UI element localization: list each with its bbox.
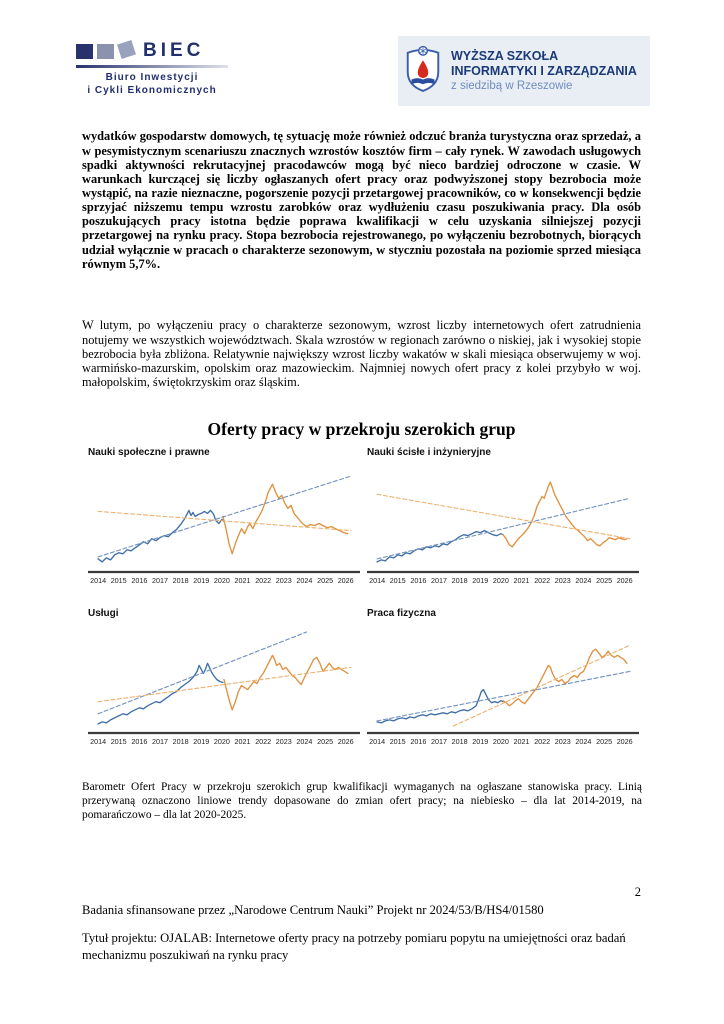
svg-text:2021: 2021 — [234, 737, 251, 746]
svg-text:2022: 2022 — [255, 737, 272, 746]
biec-gradient-bar — [76, 65, 228, 68]
charts-grid — [85, 447, 643, 757]
svg-text:2016: 2016 — [131, 737, 148, 746]
svg-text:2016: 2016 — [131, 576, 148, 585]
biec-logo-text: BIEC — [143, 40, 205, 61]
chart-title: Praca fizyczna — [367, 608, 436, 619]
svg-text:2025: 2025 — [317, 737, 334, 746]
svg-text:2023: 2023 — [275, 576, 292, 585]
svg-text:2023: 2023 — [275, 737, 292, 746]
svg-text:2020: 2020 — [213, 576, 230, 585]
paragraph-regular: W lutym, po wyłączeniu pracy o charakterze sezonowym, wzrost liczby internetowych ofert zatrudnienia notujemy we wszystkich województwach. Skala wzrostów w regionach zarówno o niskiej, jak i wysokiej stopie bezrobocia była zbliżona. Relatywnie największy wzrost liczby wakatów w skali miesiąca obserwujemy w woj. warmińsko-mazurskim, opolskim oraz mazowieckim. Najmniej nowych ofert pracy z kolei przybyło w woj. małopolskim, świętokrzyskim oraz śląskim. — [82, 318, 641, 390]
svg-text:2025: 2025 — [317, 576, 334, 585]
chart-cell-nauki-spoleczne — [85, 447, 364, 596]
biec-logo — [76, 40, 228, 97]
page-number: 2 — [634, 885, 641, 899]
svg-text:2018: 2018 — [451, 737, 468, 746]
svg-text:2018: 2018 — [172, 576, 189, 585]
svg-text:2021: 2021 — [513, 737, 530, 746]
line-chart-nauki-scisle — [364, 460, 642, 596]
funding-note: Badania sfinansowane przez „Narodowe Centrum Nauki” Projekt nr 2024/53/B/HS4/01580 — [82, 903, 544, 917]
svg-text:2026: 2026 — [337, 737, 354, 746]
svg-text:2024: 2024 — [575, 737, 592, 746]
svg-text:2026: 2026 — [616, 576, 633, 585]
biec-subtitle-line1: Biuro Inwestycji — [105, 72, 199, 83]
biec-square-dark-icon — [76, 44, 93, 59]
svg-text:2016: 2016 — [410, 576, 427, 585]
svg-text:2022: 2022 — [534, 737, 551, 746]
wsiiz-name-line1: WYŻSZA SZKOŁA — [451, 48, 559, 63]
svg-text:2017: 2017 — [152, 576, 168, 585]
project-title-note: Tytuł projektu: OJALAB: Internetowe oferty pracy na potrzeby pomiaru popytu na umiejętności oraz badań mechanizmu poszukiwań na rynku pracy — [82, 931, 626, 962]
svg-text:2014: 2014 — [90, 737, 107, 746]
svg-text:2019: 2019 — [472, 576, 489, 585]
chart-cell-uslugi — [85, 608, 364, 757]
paragraph-bold: wydatków gospodarstw domowych, tę sytuację może również odczuć branża turystyczna oraz sprzedaż, a w pesymistycznym scenariuszu znacznych wzrostów kosztów firm – cały rynek. W zawodach usługowych spadki aktywności rekrutacyjnej pracodawców mogą być nieco bardziej odroczone w czasie. W warunkach kurczącej się liczby ogłaszanych ofert pracy oraz podwyższonej stopy bezrobocia może wystąpić, na razie nieznaczne, pogorszenie pozycji przetargowej pracowników, co w konsekwencji będzie sprzyjać niższemu tempu wzrostu zarobków oraz wydłużeniu czasu poszukiwania pracy. Dla osób poszukujących pracy istotna będzie poprawa kwalifikacji w celu uzyskania silniejszej pozycji przetargowej na rynku pracy. Stopa bezrobocia rejestrowanego, po wyłączeniu bezrobotnych, biorących udział wyłącznie w pracach o charakterze sezonowym, w styczniu pozostała na poziomie sprzed miesiąca równym 5,7%. — [82, 129, 641, 271]
svg-text:2022: 2022 — [255, 576, 272, 585]
biec-square-gray-icon — [97, 44, 114, 59]
svg-text:2026: 2026 — [616, 737, 633, 746]
figure-caption: Barometr Ofert Pracy w przekroju szerokich grup kwalifikacji wymaganych na ogłaszane stanowiska pracy. Linią przerywaną oznaczono liniowe trendy dopasowane do zmian ofert pracy; na niebiesko – dla lat 2014-2019, na pomarańczowo – dla lat 2020-2025. — [82, 781, 642, 822]
svg-text:2023: 2023 — [554, 737, 571, 746]
svg-text:2024: 2024 — [296, 737, 313, 746]
svg-text:2024: 2024 — [575, 576, 592, 585]
figure-title: Oferty pracy w przekroju szerokich grup — [207, 419, 516, 439]
svg-text:2019: 2019 — [193, 576, 210, 585]
wsiiz-name-line2: INFORMATYKI I ZARZĄDZANIA — [451, 63, 637, 78]
svg-text:2024: 2024 — [296, 576, 313, 585]
svg-text:2017: 2017 — [152, 737, 168, 746]
chart-cell-praca-fizyczna — [364, 608, 643, 757]
svg-text:2020: 2020 — [213, 737, 230, 746]
svg-text:2015: 2015 — [110, 576, 127, 585]
svg-text:2017: 2017 — [431, 576, 447, 585]
svg-text:2017: 2017 — [431, 737, 447, 746]
wsiiz-name-line3: z siedzibą w Rzeszowie — [451, 79, 573, 92]
chart-title: Nauki społeczne i prawne — [88, 447, 210, 458]
svg-text:2020: 2020 — [492, 576, 509, 585]
wsiiz-logo — [398, 36, 650, 106]
line-chart-praca-fizyczna — [364, 621, 642, 757]
svg-text:2015: 2015 — [389, 737, 406, 746]
svg-text:2015: 2015 — [110, 737, 127, 746]
university-shield-icon — [402, 42, 444, 101]
biec-diamond-icon — [117, 40, 136, 59]
chart-title: Usługi — [88, 608, 119, 619]
svg-text:2019: 2019 — [193, 737, 210, 746]
svg-text:2023: 2023 — [554, 576, 571, 585]
svg-text:2021: 2021 — [513, 576, 530, 585]
svg-text:2016: 2016 — [410, 737, 427, 746]
chart-cell-nauki-scisle — [364, 447, 643, 596]
svg-text:2015: 2015 — [389, 576, 406, 585]
line-chart-nauki-spoleczne — [85, 460, 363, 596]
svg-text:2019: 2019 — [472, 737, 489, 746]
svg-text:2018: 2018 — [451, 576, 468, 585]
svg-text:2018: 2018 — [172, 737, 189, 746]
svg-text:2026: 2026 — [337, 576, 354, 585]
line-chart-uslugi — [85, 621, 363, 757]
svg-text:2025: 2025 — [596, 737, 613, 746]
svg-text:2025: 2025 — [596, 576, 613, 585]
biec-subtitle-line2: i Cykli Ekonomicznych — [87, 85, 217, 96]
svg-text:2014: 2014 — [90, 576, 107, 585]
chart-title: Nauki ścisłe i inżynieryjne — [367, 447, 491, 458]
svg-text:2020: 2020 — [492, 737, 509, 746]
svg-text:2022: 2022 — [534, 576, 551, 585]
svg-text:2021: 2021 — [234, 576, 251, 585]
svg-text:2014: 2014 — [369, 737, 386, 746]
svg-text:2014: 2014 — [369, 576, 386, 585]
